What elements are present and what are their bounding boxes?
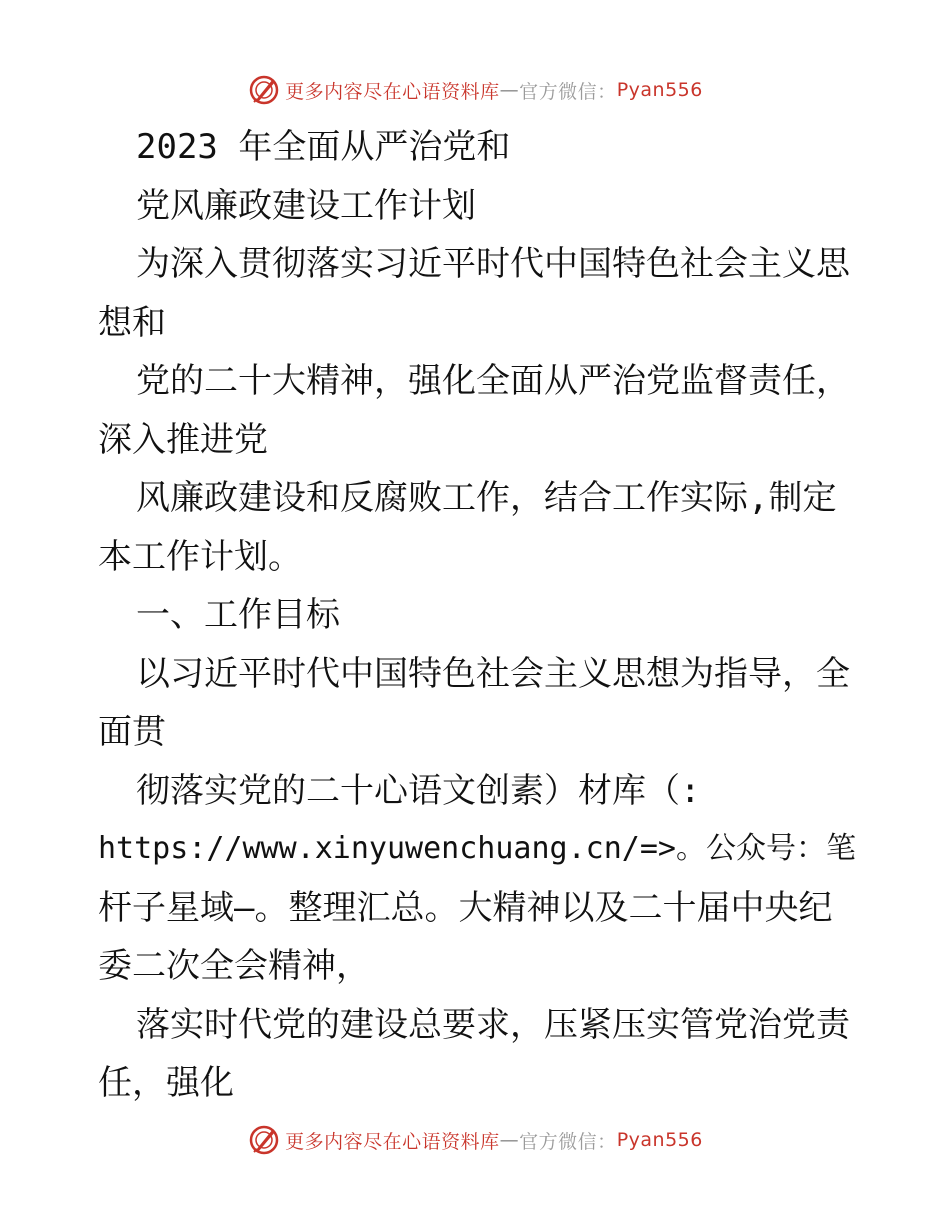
- text-line: 面贯: [98, 712, 166, 752]
- footer-watermark: [0, 1120, 950, 1160]
- watermark-official-label: 官方微信：: [519, 80, 617, 103]
- text-line: 彻落实党的二十心语文创素）材库（:: [136, 770, 701, 811]
- text-line: 风廉政建设和反腐败工作，结合工作实际,制定: [136, 478, 837, 518]
- document-body: [98, 118, 868, 1113]
- text-line: 杆子星域—。整理汇总。大精神以及二十届中央纪: [98, 887, 833, 928]
- header-watermark: [0, 70, 950, 110]
- text-line: 想和: [98, 302, 166, 343]
- text-line: 为深入贯彻落实习近平时代中国特色社会主义思: [136, 244, 850, 284]
- text-line: 2023 年全面从严治党和: [136, 127, 511, 167]
- quill-seal-icon: [247, 1123, 281, 1157]
- text-line: 一、工作目标: [136, 595, 340, 635]
- watermark-main-text: 更多内容尽在心语资料库: [285, 1130, 500, 1153]
- watermark-wechat-id: Pyan556: [616, 1129, 703, 1151]
- text-line: 本工作计划。: [98, 536, 302, 577]
- text-line: 党的二十大精神，强化全面从严治党监督责任，: [136, 361, 850, 401]
- watermark-wechat-id: Pyan556: [616, 79, 703, 101]
- watermark-main-text: 更多内容尽在心语资料库: [285, 80, 500, 103]
- watermark-dash: —: [499, 79, 520, 101]
- text-line: https://www.xinyuwenchuang.cn/=>。公众号：笔: [98, 831, 856, 866]
- text-line: 深入推进党: [98, 419, 268, 460]
- text-line: 委二次全会精神，: [98, 946, 370, 986]
- text-line: 以习近平时代中国特色社会主义思想为指导，全: [136, 653, 850, 694]
- text-line: 党风廉政建设工作计划: [136, 185, 476, 226]
- text-line: 落实时代党的建设总要求，压紧压实管党治党责: [136, 1004, 850, 1045]
- watermark-dash: —: [499, 1129, 520, 1151]
- quill-seal-icon: [247, 73, 281, 107]
- watermark-official-label: 官方微信：: [519, 1130, 617, 1153]
- text-line: 任，强化: [98, 1063, 234, 1103]
